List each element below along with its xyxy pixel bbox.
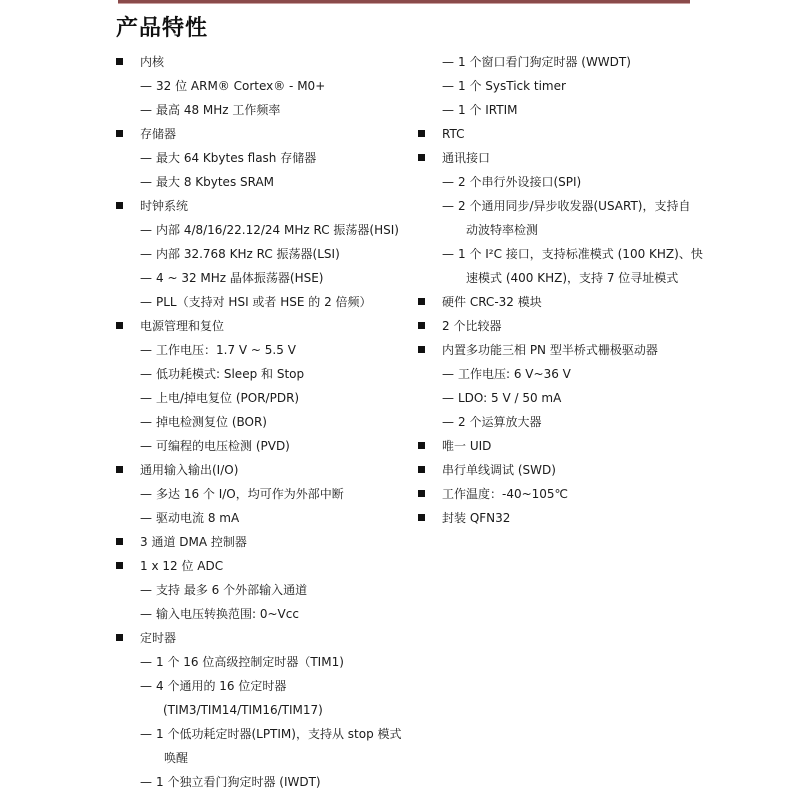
feature-sub-item bbox=[116, 770, 406, 794]
feature-sub-label: 上电/掉电复位 (POR/PDR) bbox=[156, 391, 300, 405]
dash-icon: — bbox=[140, 343, 152, 357]
feature-sub-item bbox=[116, 218, 406, 242]
square-bullet-icon bbox=[116, 562, 123, 569]
feature-item bbox=[418, 458, 708, 482]
dash-icon: — bbox=[140, 775, 152, 789]
feature-label: 时钟系统 bbox=[140, 199, 189, 213]
feature-label: 电源管理和复位 bbox=[140, 319, 225, 333]
feature-sub-label: 2 个通用同步/异步收发器(USART)，支持自 bbox=[458, 199, 691, 213]
feature-sub-item bbox=[418, 386, 708, 410]
feature-sub-label: 2 个运算放大器 bbox=[458, 415, 542, 429]
square-bullet-icon bbox=[418, 442, 425, 449]
square-bullet-icon bbox=[418, 346, 425, 353]
feature-label: RTC bbox=[442, 127, 465, 141]
square-bullet-icon bbox=[418, 298, 425, 305]
square-bullet-icon bbox=[116, 538, 123, 545]
dash-icon: — bbox=[140, 679, 152, 693]
feature-sub-item bbox=[116, 722, 406, 746]
dash-icon: — bbox=[140, 79, 152, 93]
feature-sub-label: 1 个 I²C 接口，支持标准模式 (100 KHZ)、快 bbox=[458, 247, 703, 261]
feature-sub-label: 掉电检测复位 (BOR) bbox=[156, 415, 267, 429]
square-bullet-icon bbox=[116, 202, 123, 209]
dash-icon: — bbox=[140, 175, 152, 189]
dash-icon: — bbox=[442, 247, 454, 261]
dash-icon: — bbox=[140, 295, 152, 309]
square-bullet-icon bbox=[116, 130, 123, 137]
feature-sub-item bbox=[116, 578, 406, 602]
feature-label: 通讯接口 bbox=[442, 151, 491, 165]
feature-sub-item bbox=[116, 290, 406, 314]
feature-label: 封装 QFN32 bbox=[442, 511, 511, 525]
feature-label: 2 个比较器 bbox=[442, 319, 502, 333]
feature-sub-continuation bbox=[418, 266, 708, 290]
feature-item bbox=[418, 506, 708, 530]
feature-sub-label-continued: 速模式 (400 KHZ)，支持 7 位寻址模式 bbox=[466, 271, 679, 285]
dash-icon: — bbox=[140, 247, 152, 261]
feature-sub-label: 最大 8 Kbytes SRAM bbox=[156, 175, 275, 189]
feature-sub-label: 最高 48 MHz 工作频率 bbox=[156, 103, 281, 117]
feature-label: 定时器 bbox=[140, 631, 177, 645]
feature-sub-label: PLL（支持对 HSI 或者 HSE 的 2 倍频） bbox=[156, 295, 372, 309]
dash-icon: — bbox=[140, 271, 152, 285]
feature-item bbox=[116, 458, 406, 482]
feature-sub-item bbox=[116, 482, 406, 506]
feature-sub-item bbox=[116, 74, 406, 98]
feature-label: 唯一 UID bbox=[442, 439, 492, 453]
dash-icon: — bbox=[140, 583, 152, 597]
dash-icon: — bbox=[140, 223, 152, 237]
feature-sub-item bbox=[116, 410, 406, 434]
dash-icon: — bbox=[140, 727, 152, 741]
feature-sub-item bbox=[116, 602, 406, 626]
feature-sub-label: 低功耗模式: Sleep 和 Stop bbox=[156, 367, 305, 381]
feature-sub-item bbox=[418, 242, 708, 266]
dash-icon: — bbox=[140, 391, 152, 405]
feature-label: 内置多功能三相 PN 型半桥式栅极驱动器 bbox=[442, 343, 658, 357]
features-left-column bbox=[116, 50, 406, 794]
feature-sub-label: 工作电压: 6 V~36 V bbox=[458, 367, 571, 381]
feature-sub-item bbox=[116, 338, 406, 362]
feature-item bbox=[418, 146, 708, 170]
feature-sub-item bbox=[116, 434, 406, 458]
feature-item bbox=[116, 554, 406, 578]
dash-icon: — bbox=[140, 103, 152, 117]
dash-icon: — bbox=[140, 487, 152, 501]
feature-item bbox=[116, 50, 406, 74]
feature-item bbox=[116, 122, 406, 146]
feature-sub-item bbox=[116, 650, 406, 674]
feature-sub-label: 1 个 IRTIM bbox=[458, 103, 518, 117]
feature-sub-label: 1 个 SysTick timer bbox=[458, 79, 566, 93]
feature-item bbox=[116, 194, 406, 218]
feature-sub-continuation bbox=[116, 698, 406, 722]
feature-sub-label: 多达 16 个 I/O，均可作为外部中断 bbox=[156, 487, 344, 501]
feature-item bbox=[116, 626, 406, 650]
feature-sub-item bbox=[418, 50, 708, 74]
feature-sub-item bbox=[116, 170, 406, 194]
feature-sub-label: 内部 32.768 KHz RC 振荡器(LSI) bbox=[156, 247, 340, 261]
feature-sub-label: 输入电压转换范围: 0~Vcc bbox=[156, 607, 299, 621]
square-bullet-icon bbox=[418, 514, 425, 521]
feature-label: 通用输入输出(I/O) bbox=[140, 463, 239, 477]
dash-icon: — bbox=[442, 415, 454, 429]
dash-icon: — bbox=[140, 607, 152, 621]
feature-sub-continuation bbox=[418, 218, 708, 242]
feature-label: 串行单线调试 (SWD) bbox=[442, 463, 556, 477]
feature-sub-item bbox=[116, 386, 406, 410]
dash-icon: — bbox=[442, 199, 454, 213]
feature-sub-item bbox=[418, 170, 708, 194]
dash-icon: — bbox=[140, 439, 152, 453]
feature-sub-label: 可编程的电压检测 (PVD) bbox=[156, 439, 290, 453]
feature-sub-item bbox=[418, 362, 708, 386]
dash-icon: — bbox=[442, 175, 454, 189]
dash-icon: — bbox=[140, 151, 152, 165]
feature-item bbox=[418, 290, 708, 314]
feature-sub-label: 1 个低功耗定时器(LPTIM)，支持从 stop 模式 bbox=[156, 727, 402, 741]
feature-sub-label: 4 个通用的 16 位定时器 bbox=[156, 679, 287, 693]
feature-sub-label: 驱动电流 8 mA bbox=[156, 511, 240, 525]
feature-sub-label: 工作电压：1.7 V ~ 5.5 V bbox=[156, 343, 296, 357]
feature-sub-label: 32 位 ARM® Cortex® - M0+ bbox=[156, 79, 326, 93]
feature-label: 存储器 bbox=[140, 127, 177, 141]
feature-sub-item bbox=[116, 506, 406, 530]
feature-sub-item bbox=[418, 194, 708, 218]
square-bullet-icon bbox=[116, 634, 123, 641]
feature-sub-item bbox=[418, 410, 708, 434]
feature-label: 工作温度：-40~105℃ bbox=[442, 487, 569, 501]
feature-sub-continuation bbox=[116, 746, 406, 770]
feature-sub-label: 内部 4/8/16/22.12/24 MHz RC 振荡器(HSI) bbox=[156, 223, 399, 237]
square-bullet-icon bbox=[116, 58, 123, 65]
feature-item bbox=[418, 482, 708, 506]
square-bullet-icon bbox=[116, 466, 123, 473]
dash-icon: — bbox=[140, 415, 152, 429]
dash-icon: — bbox=[442, 391, 454, 405]
feature-sub-item bbox=[116, 98, 406, 122]
square-bullet-icon bbox=[418, 154, 425, 161]
feature-sub-label: 最大 64 Kbytes flash 存储器 bbox=[156, 151, 317, 165]
feature-sub-label-continued: 动波特率检测 bbox=[466, 223, 539, 237]
feature-label: 内核 bbox=[140, 55, 165, 69]
feature-item bbox=[418, 338, 708, 362]
feature-label: 硬件 CRC-32 模块 bbox=[442, 295, 542, 309]
feature-sub-label: 2 个串行外设接口(SPI) bbox=[458, 175, 582, 189]
dash-icon: — bbox=[140, 511, 152, 525]
features-right-column bbox=[418, 50, 708, 530]
feature-sub-item bbox=[418, 98, 708, 122]
feature-sub-item bbox=[116, 146, 406, 170]
square-bullet-icon bbox=[418, 490, 425, 497]
square-bullet-icon bbox=[418, 130, 425, 137]
square-bullet-icon bbox=[418, 322, 425, 329]
dash-icon: — bbox=[140, 655, 152, 669]
dash-icon: — bbox=[442, 103, 454, 117]
dash-icon: — bbox=[442, 367, 454, 381]
square-bullet-icon bbox=[418, 466, 425, 473]
feature-item bbox=[418, 434, 708, 458]
dash-icon: — bbox=[140, 367, 152, 381]
feature-sub-label: 1 个独立看门狗定时器 (IWDT) bbox=[156, 775, 321, 789]
feature-sub-item bbox=[116, 674, 406, 698]
feature-sub-label: 支持 最多 6 个外部输入通道 bbox=[156, 583, 308, 597]
feature-sub-label: 4 ~ 32 MHz 晶体振荡器(HSE) bbox=[156, 271, 324, 285]
feature-sub-item bbox=[116, 362, 406, 386]
header-rule bbox=[118, 0, 690, 4]
feature-sub-item bbox=[116, 266, 406, 290]
feature-sub-label-continued: 唤醒 bbox=[164, 751, 189, 765]
feature-item bbox=[418, 314, 708, 338]
feature-sub-label: LDO: 5 V / 50 mA bbox=[458, 391, 562, 405]
dash-icon: — bbox=[442, 79, 454, 93]
dash-icon: — bbox=[442, 55, 454, 69]
feature-item bbox=[418, 122, 708, 146]
square-bullet-icon bbox=[116, 322, 123, 329]
feature-sub-label: 1 个 16 位高级控制定时器（TIM1) bbox=[156, 655, 344, 669]
feature-sub-label-continued: (TIM3/TIM14/TIM16/TIM17) bbox=[163, 703, 323, 717]
feature-sub-item bbox=[418, 74, 708, 98]
page-title: 产品特性 bbox=[116, 16, 209, 41]
feature-label: 1 x 12 位 ADC bbox=[140, 559, 224, 573]
feature-sub-label: 1 个窗口看门狗定时器 (WWDT) bbox=[458, 55, 631, 69]
feature-label: 3 通道 DMA 控制器 bbox=[140, 535, 247, 549]
feature-item bbox=[116, 530, 406, 554]
feature-item bbox=[116, 314, 406, 338]
feature-sub-item bbox=[116, 242, 406, 266]
